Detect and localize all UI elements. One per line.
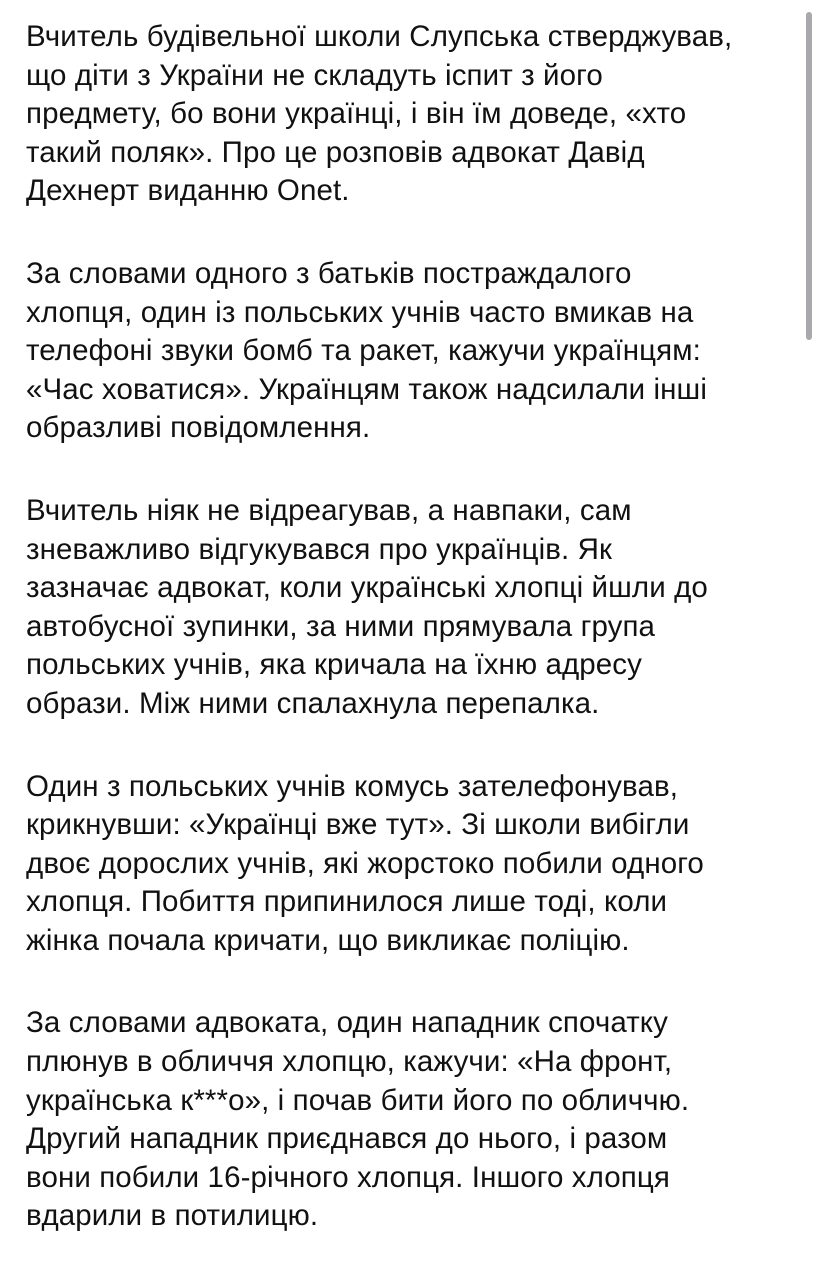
- article-body: [26, 18, 798, 1280]
- article-paragraph-1: Вчитель будівельної школи Слупська стверджував, що діти з України не складуть іспит з його предмету, бо вони українці, і він їм доведе, «хто такий поляк». Про це розповів адвокат Давід Дехнерт виданню Onet.: [26, 20, 733, 208]
- article-paragraph-5: За словами адвоката, один нападник спочатку плюнув в обличчя хлопцю, кажучи: «На фронт, українська к***о», і почав бити його по обличчю. Другий нападник приєднався до нього, і разом вони побили 16-річного хлопця. Іншого хлопця вдарили в потилицю.: [26, 1006, 690, 1233]
- article-paragraph-2: За словами одного з батьків постраждалого хлопця, один із польських учнів часто вмикав на телефоні звуки бомб та ракет, кажучи українцям: «Час ховатися». Українцям також надсилали інші образливі повідомлення.: [26, 256, 707, 445]
- scrollbar-thumb[interactable]: [806, 12, 812, 340]
- vertical-scrollbar[interactable]: [804, 0, 818, 1200]
- article-paragraph-4: Один з польських учнів комусь зателефонував, крикнувши: «Українці вже тут». Зі школи вибігли двоє дорослих учнів, які жорстоко побили одного хлопця. Побиття припинилося лише тоді, коли жінка почала кричати, що викликає поліцію.: [26, 769, 704, 957]
- article-paragraph-3: Вчитель ніяк не відреагував, а навпаки, сам зневажливо відгукувався про українців. Як зазначає адвокат, коли українські хлопці йшли до автобусної зупинки, за ними прямувала група польських учнів, яка кричала на їхню адресу образи. Між ними спалахнула перепалка.: [26, 493, 708, 720]
